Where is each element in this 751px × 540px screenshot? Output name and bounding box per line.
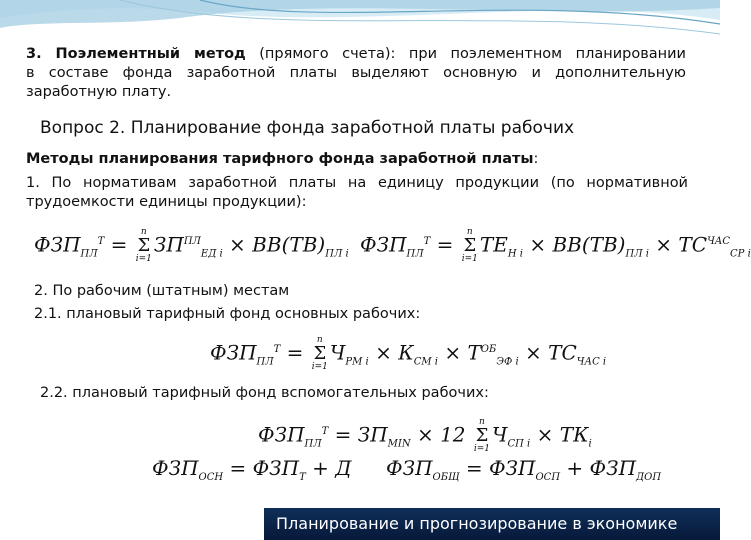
- formula-total-fund: $ФЗП_{ОБЩ} = ФЗП_{ОСП} + ФЗП_{ДОП}$: [386, 456, 662, 483]
- paragraph-element-method: [26, 45, 686, 102]
- paragraph-line3: заработную плату.: [26, 84, 172, 100]
- method-item-2: 2. По рабочим (штатным) местам: [34, 283, 290, 299]
- method-item-1: [26, 174, 688, 212]
- formula-basic-fund: $ФЗП_{ОСН} = ФЗП_Т + Д$: [152, 456, 352, 483]
- method-item-1-line1: 1. По нормативам заработной платы на единицу продукции (по нормативной: [26, 175, 688, 191]
- formula-norm-labor: $ФЗП_{ПЛ}^Т$ = n Σ i=1 $ТЕ_{Н i} \times ВВ(ТВ)_{ПЛ i} \times ТС^{ЧАС}_{СР i}$: [360, 227, 751, 264]
- formula-aux-workers: $ФЗП_{ПЛ}^Т = ЗП_{MIN} \times 12$ n Σ i=1 $Ч_{СП i} \times ТК_i$: [258, 417, 592, 454]
- method-item-2-1: 2.1. плановый тарифный фонд основных рабочих:: [34, 306, 421, 322]
- method-item-1-line2: трудоемкости единицы продукции):: [26, 194, 307, 210]
- paragraph-bold-title: 3. Поэлементный метод: [26, 46, 246, 62]
- paragraph-line1-rest: (прямого счета): при поэлементном планировании: [245, 46, 686, 62]
- formula-main-workers: $ФЗП_{ПЛ}^Т$ = n Σ i=1 $Ч_{РМ i} \times К_{СМ i} \times Т^{ОБ}_{ЭФ i} \times ТС_{ЧАС i}$: [210, 335, 607, 372]
- footer-title: Планирование и прогнозирование в экономике: [276, 514, 678, 533]
- methods-title: [26, 150, 538, 169]
- methods-title-colon: :: [533, 151, 539, 167]
- formula-norm-wage: $ФЗП_{ПЛ}^Т$ = n Σ i=1 $ЗП^{ПЛ}_{ЕД i} \times ВВ(ТВ)_{ПЛ i}$: [34, 227, 349, 264]
- footer-bar: [264, 508, 720, 540]
- methods-title-text: Методы планирования тарифного фонда заработной платы: [26, 151, 534, 167]
- paragraph-line2: в составе фонда заработной платы выделяют основную и дополнительную: [26, 65, 686, 81]
- question-heading: Вопрос 2. Планирование фонда заработной платы рабочих: [40, 118, 575, 138]
- method-item-2-2: 2.2. плановый тарифный фонд вспомогательных рабочих:: [40, 385, 489, 401]
